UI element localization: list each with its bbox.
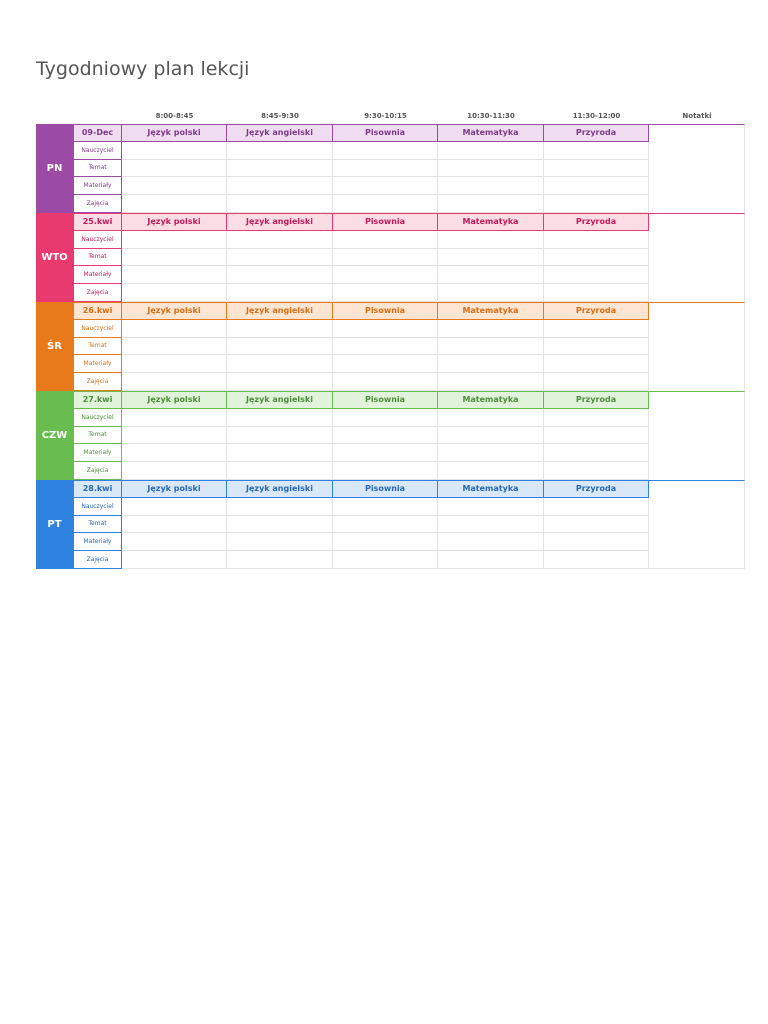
entry-cell[interactable]	[438, 462, 544, 480]
subject-row	[73, 213, 649, 231]
subject-cell[interactable]: Przyroda	[544, 480, 649, 498]
detail-row	[73, 284, 649, 302]
day-date: 26.kwi	[73, 302, 122, 320]
entry-cell[interactable]	[333, 373, 438, 391]
entry-cell[interactable]	[333, 320, 438, 338]
detail-row	[73, 462, 649, 480]
detail-row	[73, 177, 649, 195]
entry-cell[interactable]	[227, 195, 333, 213]
subject-row	[73, 391, 649, 409]
subject-cell[interactable]: Przyroda	[544, 213, 649, 231]
day-label: WTO	[36, 213, 73, 302]
entry-cell[interactable]	[122, 338, 227, 356]
detail-row	[73, 533, 649, 551]
entry-cell[interactable]	[438, 160, 544, 178]
entry-cell[interactable]	[227, 551, 333, 569]
day-label: PT	[36, 480, 73, 569]
subject-cell[interactable]: Język polski	[122, 480, 227, 498]
row-label: Materiały	[73, 266, 122, 284]
detail-row	[73, 409, 649, 427]
entry-cell[interactable]	[333, 195, 438, 213]
entry-cell[interactable]	[438, 142, 544, 160]
detail-row	[73, 444, 649, 462]
entry-cell[interactable]	[438, 533, 544, 551]
entry-cell[interactable]	[227, 462, 333, 480]
entry-cell[interactable]	[333, 142, 438, 160]
row-label: Nauczyciel	[73, 409, 122, 427]
entry-cell[interactable]	[122, 266, 227, 284]
day-date: 25.kwi	[73, 213, 122, 231]
subject-cell[interactable]: Matematyka	[438, 302, 544, 320]
entry-cell[interactable]	[544, 551, 649, 569]
notes-cell[interactable]	[649, 391, 745, 480]
entry-cell[interactable]	[227, 409, 333, 427]
entry-cell[interactable]	[227, 284, 333, 302]
entry-cell[interactable]	[438, 427, 544, 445]
entry-cell[interactable]	[438, 409, 544, 427]
entry-cell[interactable]	[544, 338, 649, 356]
subject-cell[interactable]: Matematyka	[438, 124, 544, 142]
entry-cell[interactable]	[438, 444, 544, 462]
subject-cell[interactable]: Język angielski	[227, 302, 333, 320]
subject-cell[interactable]: Przyroda	[544, 124, 649, 142]
entry-cell[interactable]	[438, 551, 544, 569]
detail-row	[73, 249, 649, 267]
entry-cell[interactable]	[438, 516, 544, 534]
entry-cell[interactable]	[544, 177, 649, 195]
entry-cell[interactable]	[544, 462, 649, 480]
entry-cell[interactable]	[333, 516, 438, 534]
detail-row	[73, 355, 649, 373]
entry-cell[interactable]	[122, 498, 227, 516]
detail-row	[73, 320, 649, 338]
entry-cell[interactable]	[544, 195, 649, 213]
entry-cell[interactable]	[333, 427, 438, 445]
entry-cell[interactable]	[333, 462, 438, 480]
entry-cell[interactable]	[122, 409, 227, 427]
entry-cell[interactable]	[438, 195, 544, 213]
entry-cell[interactable]	[122, 195, 227, 213]
subject-row	[73, 480, 649, 498]
subject-cell[interactable]: Matematyka	[438, 213, 544, 231]
day-date: 09-Dec	[73, 124, 122, 142]
entry-cell[interactable]	[227, 320, 333, 338]
time-slot-1: 8:00-8:45	[155, 112, 194, 120]
entry-cell[interactable]	[544, 266, 649, 284]
subject-cell[interactable]: Pisownia	[333, 480, 438, 498]
row-label: Temat	[73, 249, 122, 267]
detail-row	[73, 160, 649, 178]
entry-cell[interactable]	[227, 142, 333, 160]
entry-cell[interactable]	[438, 338, 544, 356]
entry-cell[interactable]	[333, 266, 438, 284]
detail-row	[73, 498, 649, 516]
row-label: Zajęcia	[73, 284, 122, 302]
entry-cell[interactable]	[438, 373, 544, 391]
time-slot-4: 10:30-11:30	[467, 112, 515, 120]
entry-cell[interactable]	[227, 160, 333, 178]
day-block	[36, 302, 745, 391]
entry-cell[interactable]	[333, 177, 438, 195]
subject-cell[interactable]: Język polski	[122, 124, 227, 142]
entry-cell[interactable]	[227, 249, 333, 267]
day-block	[36, 124, 745, 213]
entry-cell[interactable]	[333, 444, 438, 462]
subject-cell[interactable]: Pisownia	[333, 391, 438, 409]
time-slot-2: 8:45-9:30	[261, 112, 299, 120]
entry-cell[interactable]	[333, 409, 438, 427]
entry-cell[interactable]	[333, 231, 438, 249]
entry-cell[interactable]	[438, 177, 544, 195]
entry-cell[interactable]	[544, 249, 649, 267]
entry-cell[interactable]	[227, 355, 333, 373]
entry-cell[interactable]	[227, 427, 333, 445]
day-label: CZW	[36, 391, 73, 480]
row-label: Temat	[73, 160, 122, 178]
subject-cell[interactable]: Matematyka	[438, 480, 544, 498]
detail-row	[73, 142, 649, 160]
entry-cell[interactable]	[438, 249, 544, 267]
entry-cell[interactable]	[227, 231, 333, 249]
detail-row	[73, 231, 649, 249]
row-label: Nauczyciel	[73, 498, 122, 516]
entry-cell[interactable]	[227, 444, 333, 462]
row-label: Nauczyciel	[73, 231, 122, 249]
detail-row	[73, 373, 649, 391]
row-label: Temat	[73, 516, 122, 534]
entry-cell[interactable]	[227, 373, 333, 391]
entry-cell[interactable]	[122, 142, 227, 160]
entry-cell[interactable]	[122, 551, 227, 569]
day-block	[36, 391, 745, 480]
subject-row	[73, 302, 649, 320]
time-header-row	[36, 108, 745, 124]
row-label: Nauczyciel	[73, 142, 122, 160]
subject-cell[interactable]: Pisownia	[333, 213, 438, 231]
entry-cell[interactable]	[333, 249, 438, 267]
subject-cell[interactable]: Język polski	[122, 213, 227, 231]
entry-cell[interactable]	[544, 409, 649, 427]
entry-cell[interactable]	[122, 444, 227, 462]
detail-row	[73, 427, 649, 445]
subject-cell[interactable]: Język polski	[122, 302, 227, 320]
detail-row	[73, 551, 649, 569]
row-label: Zajęcia	[73, 462, 122, 480]
row-label: Materiały	[73, 444, 122, 462]
entry-cell[interactable]	[122, 249, 227, 267]
subject-cell[interactable]: Język angielski	[227, 124, 333, 142]
entry-cell[interactable]	[122, 373, 227, 391]
days-container	[36, 124, 745, 569]
entry-cell[interactable]	[544, 444, 649, 462]
entry-cell[interactable]	[122, 516, 227, 534]
entry-cell[interactable]	[544, 533, 649, 551]
notes-cell[interactable]	[649, 480, 745, 569]
subject-cell[interactable]: Przyroda	[544, 302, 649, 320]
notes-header: Notatki	[682, 112, 712, 120]
subject-cell[interactable]: Pisownia	[333, 302, 438, 320]
notes-cell[interactable]	[649, 124, 745, 213]
detail-row	[73, 195, 649, 213]
row-label: Zajęcia	[73, 195, 122, 213]
entry-cell[interactable]	[544, 320, 649, 338]
row-label: Temat	[73, 427, 122, 445]
row-label: Temat	[73, 338, 122, 356]
entry-cell[interactable]	[227, 266, 333, 284]
entry-cell[interactable]	[544, 160, 649, 178]
entry-cell[interactable]	[544, 373, 649, 391]
entry-cell[interactable]	[544, 284, 649, 302]
detail-row	[73, 516, 649, 534]
detail-row	[73, 338, 649, 356]
detail-row	[73, 266, 649, 284]
entry-cell[interactable]	[122, 177, 227, 195]
row-label: Materiały	[73, 355, 122, 373]
entry-cell[interactable]	[227, 516, 333, 534]
entry-cell[interactable]	[122, 427, 227, 445]
row-label: Zajęcia	[73, 551, 122, 569]
entry-cell[interactable]	[438, 284, 544, 302]
day-label: PN	[36, 124, 73, 213]
day-block	[36, 480, 745, 569]
entry-cell[interactable]	[333, 284, 438, 302]
weekly-planner	[36, 108, 745, 569]
row-label: Nauczyciel	[73, 320, 122, 338]
day-block	[36, 213, 745, 302]
entry-cell[interactable]	[122, 320, 227, 338]
entry-cell[interactable]	[122, 355, 227, 373]
entry-cell[interactable]	[333, 355, 438, 373]
entry-cell[interactable]	[333, 338, 438, 356]
entry-cell[interactable]	[122, 231, 227, 249]
row-label: Materiały	[73, 533, 122, 551]
entry-cell[interactable]	[438, 266, 544, 284]
entry-cell[interactable]	[544, 516, 649, 534]
entry-cell[interactable]	[122, 284, 227, 302]
subject-row	[73, 124, 649, 142]
subject-cell[interactable]: Język angielski	[227, 213, 333, 231]
notes-cell[interactable]	[649, 302, 745, 391]
entry-cell[interactable]	[227, 338, 333, 356]
subject-cell[interactable]: Język angielski	[227, 391, 333, 409]
subject-cell[interactable]: Język angielski	[227, 480, 333, 498]
entry-cell[interactable]	[438, 231, 544, 249]
time-slot-3: 9:30-10:15	[364, 112, 407, 120]
entry-cell[interactable]	[333, 533, 438, 551]
entry-cell[interactable]	[544, 427, 649, 445]
notes-cell[interactable]	[649, 213, 745, 302]
day-label: ŚR	[36, 302, 73, 391]
entry-cell[interactable]	[227, 177, 333, 195]
entry-cell[interactable]	[544, 498, 649, 516]
entry-cell[interactable]	[122, 462, 227, 480]
entry-cell[interactable]	[333, 551, 438, 569]
day-date: 28.kwi	[73, 480, 122, 498]
subject-cell[interactable]: Pisownia	[333, 124, 438, 142]
row-label: Materiały	[73, 177, 122, 195]
entry-cell[interactable]	[438, 498, 544, 516]
entry-cell[interactable]	[544, 142, 649, 160]
day-date: 27.kwi	[73, 391, 122, 409]
entry-cell[interactable]	[227, 498, 333, 516]
entry-cell[interactable]	[227, 533, 333, 551]
entry-cell[interactable]	[333, 498, 438, 516]
entry-cell[interactable]	[122, 533, 227, 551]
entry-cell[interactable]	[544, 355, 649, 373]
entry-cell[interactable]	[438, 355, 544, 373]
subject-cell[interactable]: Przyroda	[544, 391, 649, 409]
page-title: Tygodniowy plan lekcji	[36, 58, 250, 80]
entry-cell[interactable]	[122, 160, 227, 178]
time-slot-5: 11:30-12:00	[572, 112, 621, 120]
subject-cell[interactable]: Matematyka	[438, 391, 544, 409]
subject-cell[interactable]: Język polski	[122, 391, 227, 409]
entry-cell[interactable]	[438, 320, 544, 338]
entry-cell[interactable]	[333, 160, 438, 178]
row-label: Zajęcia	[73, 373, 122, 391]
entry-cell[interactable]	[544, 231, 649, 249]
